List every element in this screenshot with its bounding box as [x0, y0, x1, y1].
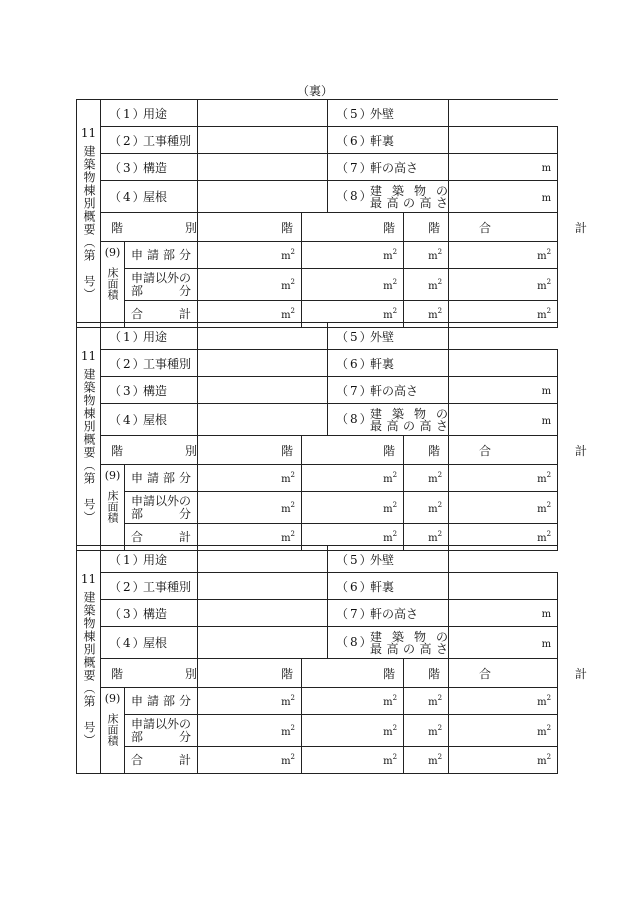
- applied-area-floor-2[interactable]: $m^2$: [302, 242, 404, 269]
- applied-area-floor-3[interactable]: $m^2$: [404, 465, 449, 492]
- floor-column-3[interactable]: 階: [404, 659, 449, 688]
- applied-area-floor-2[interactable]: $m^2$: [302, 688, 404, 715]
- applied-area-floor-3[interactable]: $m^2$: [404, 688, 449, 715]
- total-area-grand-total[interactable]: $m^2$: [449, 524, 558, 551]
- total-area-floor-3[interactable]: $m^2$: [404, 524, 449, 551]
- floor-area-label: (9) 床面積: [101, 465, 125, 551]
- total-area-floor-2[interactable]: $m^2$: [302, 747, 404, 774]
- label-eaves-height: （7）軒の高さ: [328, 600, 449, 627]
- other-area-floor-3[interactable]: $m^2$: [404, 269, 449, 301]
- field-usage[interactable]: [198, 100, 328, 127]
- floor-column-3[interactable]: 階: [404, 436, 449, 465]
- floor-column-1[interactable]: 階: [198, 436, 302, 465]
- other-area-floor-1[interactable]: $m^2$: [198, 492, 302, 524]
- field-roof[interactable]: [198, 181, 328, 213]
- total-area-label: 合 計: [125, 747, 198, 774]
- side-text: 建築物棟別概要（第 号）: [82, 145, 96, 301]
- side-number: 11: [80, 126, 97, 140]
- other-area-label: 申請以外の 部分: [125, 492, 198, 524]
- field-roof[interactable]: [198, 404, 328, 436]
- field-structure[interactable]: [198, 600, 328, 627]
- field-structure[interactable]: [198, 154, 328, 181]
- applied-area-total[interactable]: $m^2$: [449, 688, 558, 715]
- other-area-floor-1[interactable]: $m^2$: [198, 269, 302, 301]
- total-area-floor-2[interactable]: $m^2$: [302, 301, 404, 328]
- side-title: [77, 546, 101, 774]
- other-area-total[interactable]: $m^2$: [449, 715, 558, 747]
- other-area-total[interactable]: $m^2$: [449, 269, 558, 301]
- other-area-label: 申請以外の 部分: [125, 269, 198, 301]
- field-construction-type[interactable]: [198, 573, 328, 600]
- field-eaves-height[interactable]: m: [449, 154, 558, 181]
- total-area-label: 合 計: [125, 301, 198, 328]
- other-area-floor-1[interactable]: $m^2$: [198, 715, 302, 747]
- other-area-floor-3[interactable]: $m^2$: [404, 492, 449, 524]
- other-area-floor-2[interactable]: $m^2$: [302, 715, 404, 747]
- label-eaves-height: （7）軒の高さ: [328, 154, 449, 181]
- label-roof: （4）屋根: [101, 627, 198, 659]
- label-exterior-wall: （5）外壁: [328, 100, 449, 127]
- total-header: 合 計: [449, 213, 558, 242]
- field-eaves-soffit[interactable]: [449, 350, 558, 377]
- field-usage[interactable]: [198, 323, 328, 350]
- applied-area-label: 申請部分: [125, 242, 198, 269]
- floor-column-1[interactable]: 階: [198, 659, 302, 688]
- total-area-floor-1[interactable]: $m^2$: [198, 524, 302, 551]
- field-construction-type[interactable]: [198, 127, 328, 154]
- field-eaves-height[interactable]: m: [449, 600, 558, 627]
- building-summary-block-1: [76, 99, 624, 328]
- total-area-floor-3[interactable]: $m^2$: [404, 747, 449, 774]
- applied-area-label: 申請部分: [125, 465, 198, 492]
- floor-column-2[interactable]: 階: [302, 213, 404, 242]
- label-structure: （3）構造: [101, 600, 198, 627]
- field-eaves-soffit[interactable]: [449, 573, 558, 600]
- other-area-floor-2[interactable]: $m^2$: [302, 492, 404, 524]
- applied-area-floor-1[interactable]: $m^2$: [198, 688, 302, 715]
- label-structure: （3）構造: [101, 377, 198, 404]
- label-roof: （4）屋根: [101, 181, 198, 213]
- field-eaves-soffit[interactable]: [449, 127, 558, 154]
- total-area-floor-3[interactable]: $m^2$: [404, 301, 449, 328]
- label-usage: （1）用途: [101, 323, 198, 350]
- total-header: 合 計: [449, 436, 558, 465]
- applied-area-label: 申請部分: [125, 688, 198, 715]
- other-area-floor-2[interactable]: $m^2$: [302, 269, 404, 301]
- field-construction-type[interactable]: [198, 350, 328, 377]
- applied-area-floor-1[interactable]: $m^2$: [198, 242, 302, 269]
- side-text: 建築物棟別概要（第 号）: [82, 368, 96, 524]
- label-construction-type: （2）工事種別: [101, 127, 198, 154]
- page-header: （裏）: [296, 84, 333, 98]
- label-usage: （1）用途: [101, 100, 198, 127]
- floor-area-label: (9) 床面積: [101, 242, 125, 328]
- applied-area-total[interactable]: $m^2$: [449, 465, 558, 492]
- label-structure: （3）構造: [101, 154, 198, 181]
- floor-area-label: (9) 床面積: [101, 688, 125, 774]
- field-eaves-height[interactable]: m: [449, 377, 558, 404]
- label-usage: （1）用途: [101, 546, 198, 573]
- label-max-height: （8） 建築物の 最高の高さ: [328, 404, 449, 436]
- total-area-label: 合 計: [125, 524, 198, 551]
- applied-area-floor-2[interactable]: $m^2$: [302, 465, 404, 492]
- label-max-height: （8） 建築物の 最高の高さ: [328, 181, 449, 213]
- floor-column-2[interactable]: 階: [302, 659, 404, 688]
- total-area-floor-2[interactable]: $m^2$: [302, 524, 404, 551]
- floor-column-2[interactable]: 階: [302, 436, 404, 465]
- applied-area-floor-3[interactable]: $m^2$: [404, 242, 449, 269]
- total-header: 合 計: [449, 659, 558, 688]
- label-exterior-wall: （5）外壁: [328, 546, 449, 573]
- label-construction-type: （2）工事種別: [101, 573, 198, 600]
- label-eaves-soffit: （6）軒裏: [328, 350, 449, 377]
- side-title: [77, 100, 101, 328]
- side-text: 建築物棟別概要（第 号）: [82, 591, 96, 747]
- building-summary-block-3: [76, 545, 624, 774]
- other-area-label: 申請以外の 部分: [125, 715, 198, 747]
- applied-area-floor-1[interactable]: $m^2$: [198, 465, 302, 492]
- building-summary-block-2: [76, 322, 624, 551]
- field-max-height[interactable]: m: [449, 627, 558, 659]
- label-construction-type: （2）工事種別: [101, 350, 198, 377]
- side-title: [77, 323, 101, 551]
- floor-header-label: 階 別: [101, 213, 198, 242]
- side-number: 11: [80, 572, 97, 586]
- field-exterior-wall[interactable]: [449, 546, 558, 573]
- field-max-height[interactable]: m: [449, 181, 558, 213]
- other-area-total[interactable]: $m^2$: [449, 492, 558, 524]
- field-roof[interactable]: [198, 627, 328, 659]
- applied-area-total[interactable]: $m^2$: [449, 242, 558, 269]
- other-area-floor-3[interactable]: $m^2$: [404, 715, 449, 747]
- field-usage[interactable]: [198, 546, 328, 573]
- side-number: 11: [80, 349, 97, 363]
- label-eaves-height: （7）軒の高さ: [328, 377, 449, 404]
- label-eaves-soffit: （6）軒裏: [328, 127, 449, 154]
- total-area-grand-total[interactable]: $m^2$: [449, 301, 558, 328]
- floor-column-1[interactable]: 階: [198, 213, 302, 242]
- label-max-height: （8） 建築物の 最高の高さ: [328, 627, 449, 659]
- field-exterior-wall[interactable]: [449, 100, 558, 127]
- total-area-floor-1[interactable]: $m^2$: [198, 747, 302, 774]
- field-structure[interactable]: [198, 377, 328, 404]
- label-exterior-wall: （5）外壁: [328, 323, 449, 350]
- label-roof: （4）屋根: [101, 404, 198, 436]
- floor-header-label: 階 別: [101, 436, 198, 465]
- floor-header-label: 階 別: [101, 659, 198, 688]
- field-exterior-wall[interactable]: [449, 323, 558, 350]
- floor-column-3[interactable]: 階: [404, 213, 449, 242]
- total-area-grand-total[interactable]: $m^2$: [449, 747, 558, 774]
- label-eaves-soffit: （6）軒裏: [328, 573, 449, 600]
- total-area-floor-1[interactable]: $m^2$: [198, 301, 302, 328]
- field-max-height[interactable]: m: [449, 404, 558, 436]
